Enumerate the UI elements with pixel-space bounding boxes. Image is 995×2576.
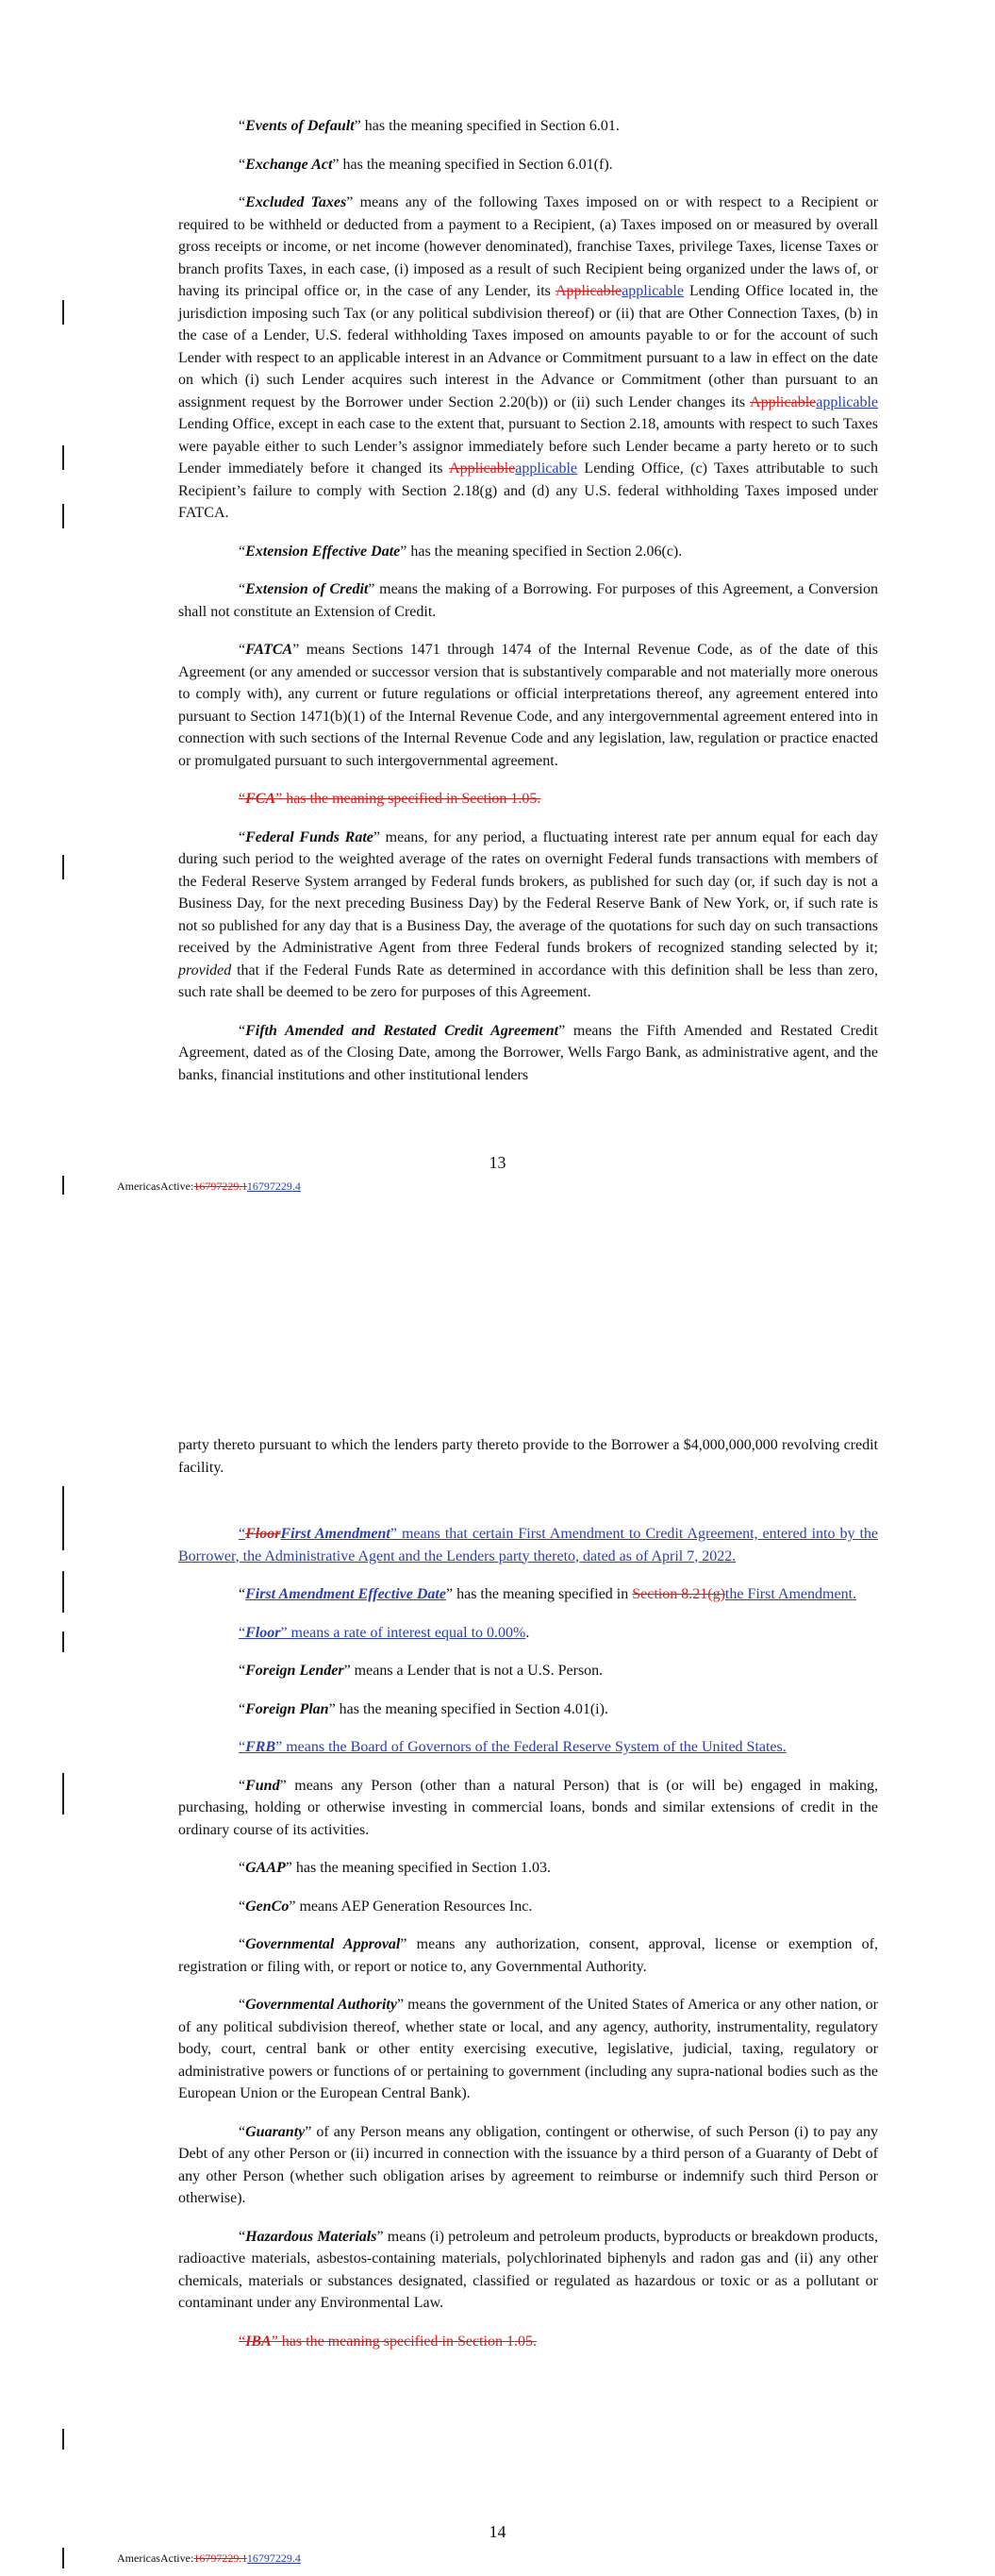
page-14-body	[178, 1434, 878, 2368]
definition-paragraph: “Extension of Credit” means the making of a Borrowing. For purposes of this Agreement, a Conversion shall not constitute an Extension of Credit.	[178, 581, 878, 620]
deleted-text: Applicable	[556, 283, 622, 299]
change-bar	[62, 504, 64, 528]
inserted-definition-paragraph: “Floor” means a rate of interest equal to 0.00%.	[239, 1624, 530, 1641]
definition-paragraph: “Fund” means any Person (other than a natural Person) that is (or will be) engaged in making, purchasing, holding or otherwise investing in commercial loans, bonds and similar extensions of credit in the ordinary course of its activities.	[178, 1777, 878, 1838]
change-bar	[62, 1486, 64, 1550]
footer-doc-id: AmericasActive:16797229.116797229.4	[117, 1179, 301, 1193]
page-13-body	[178, 115, 878, 1102]
definition-paragraph: “GenCo” means AEP Generation Resources Inc.	[239, 1898, 533, 1915]
definition-paragraph: “Governmental Approval” means any authorization, consent, approval, license or exemption of, registration or filing with, or report or notice to, any Governmental Authority.	[178, 1936, 878, 1975]
deleted-text: Applicable	[449, 460, 516, 477]
change-bar	[62, 1176, 64, 1195]
page-number: 13	[489, 1153, 506, 1172]
change-bar	[62, 2429, 64, 2450]
definition-paragraph: “Exchange Act” has the meaning specified in Section 6.01(f).	[239, 156, 613, 173]
inserted-definition-paragraph: “FRB” means the Board of Governors of the Federal Reserve System of the United States.	[239, 1739, 787, 1755]
deleted-definition-paragraph: “IBA” has the meaning specified in Section 1.05.	[239, 2333, 537, 2350]
inserted-text: applicable	[515, 460, 578, 477]
definition-paragraph: “Guaranty” of any Person means any obligation, contingent or otherwise, of such Person (i) to pay any Debt of any other Person or (ii) incurred in connection with the issuance by a third person of a Guaranty of Debt of any other Person (whether such obligation arises by agreement to reimburse or indemnify such third Person or otherwise).	[178, 2123, 878, 2206]
deleted-text: Applicable	[750, 393, 817, 410]
definition-paragraph: “Fifth Amended and Restated Credit Agreement” means the Fifth Amended and Restated Credit Agreement, dated as of the Closing Date, among the Borrower, Wells Fargo Bank, as administrative agent, and the banks, financial institutions and other institutional lenders	[178, 1022, 879, 1083]
definition-paragraph: “FATCA” means Sections 1471 through 1474 of the Internal Revenue Code, as of the date of this Agreement (or any amended or successor version that is substantively comparable and not materially more onerous to comply with), any current or future regulations or official interpretations thereof, any agreement entered into pursuant to Section 1471(b)(1) of the Internal Revenue Code, and any intergovernmental agreement entered into in connection with such sections of the Internal Revenue Code and any legislation, law, regulation or practice enacted or promulgated pursuant to such intergovernmental agreement.	[178, 642, 878, 769]
definition-paragraph: “Events of Default” has the meaning specified in Section 6.01.	[239, 118, 620, 134]
change-bar	[62, 1631, 64, 1652]
continuation-paragraph: party thereto pursuant to which the lenders party thereto provide to the Borrower a $4,000,000,000 revolving credit facility.	[178, 1437, 878, 1476]
definition-paragraph: “GAAP” has the meaning specified in Section 1.03.	[239, 1860, 552, 1876]
page-number: 14	[489, 2522, 506, 2541]
change-bar	[62, 300, 64, 325]
definition-paragraph: “Federal Funds Rate” means, for any period, a fluctuating interest rate per annum equal for each day during such period to the weighted average of the rates on overnight Federal funds transactions with members of the Federal Reserve System arranged by Federal funds brokers, as published for such day (or, if such day is not a Business Day, for the next preceding Business Day) by the Federal Reserve Bank of New York, or, if such rate is not so published for any day that is a Business Day, the average of the quotations for such day on such transactions received by the Administrative Agent from three Federal funds brokers of recognized standing selected by it; provided that if the Federal Funds Rate as determined in accordance with this definition shall be less than zero, such rate shall be deemed to be zero for purposes of this Agreement.	[178, 828, 878, 1000]
deleted-definition-paragraph: “FCA” has the meaning specified in Section 1.05.	[239, 791, 541, 807]
change-bar	[62, 2548, 64, 2568]
change-bar	[62, 445, 64, 470]
change-bar	[62, 1571, 64, 1613]
change-bar	[62, 1773, 64, 1815]
inserted-text: applicable	[816, 393, 878, 410]
definition-paragraph: “Governmental Authority” means the government of the United States of America or any other nation, or of any political subdivision thereof, whether state or local, and any agency, authority, instrumentality, regulatory body, court, central bank or other entity exercising executive, legislative, judicial, taxing, regulatory or administrative powers or functions of or pertaining to government (including any supra-national bodies such as the European Union or the European Central Bank).	[178, 1997, 879, 2101]
inserted-text: applicable	[622, 283, 684, 299]
definition-paragraph: “Foreign Plan” has the meaning specified in Section 4.01(i).	[239, 1700, 608, 1717]
definition-paragraph: “Hazardous Materials” means (i) petroleum and petroleum products, byproducts or breakdown products, radioactive materials, asbestos-containing materials, polychlorinated biphenyls and radon gas and (ii) any other chemicals, materials or substances designated, classified or regulated as hazardous or toxic or as a pollutant or contaminant under any Environmental Law.	[178, 2228, 879, 2311]
footer-doc-id: AmericasActive:16797229.116797229.4	[117, 2551, 301, 2565]
change-bar	[62, 855, 64, 879]
definition-paragraph: “Extension Effective Date” has the meaning specified in Section 2.06(c).	[239, 543, 683, 560]
definition-paragraph: “Excluded Taxes” means any of the following Taxes imposed on or with respect to a Recipient or required to be withheld or deducted from a payment to a Recipient, (a) Taxes imposed on or measured by overall gross receipts or income, or net income (however denominated), franchise Taxes, privilege Taxes, license Taxes or branch profits Taxes, in each case, (i) imposed as a result of such Recipient being organized under the laws of, or having its principal office or, in the case of any Lender, its Applicableapplicable Lending Office located in, the jurisdiction imposing such Tax (or any political subdivision thereof) or (ii) that are Other Connection Taxes, (b) in the case of a Lender, U.S. federal withholding Taxes imposed on amounts payable to or for the account of such Lender with respect to an applicable interest in an Advance or Commitment pursuant to a law in effect on the date on which (i) such Lender acquires such interest in the Advance or Commitment (other than pursuant to an assignment request by the Borrower under Section 2.20(b)) or (ii) such Lender changes its Applicableapplicable Lending Office, except in each case to the extent that, pursuant to Section 2.18, amounts with respect to such Taxes were payable either to such Lender’s assignor immediately before such Lender became a party hereto or to such Lender immediately before it changed its Applicableapplicable Lending Office, (c) Taxes attributable to such Recipient’s failure to comply with Section 2.18(g) and (d) any U.S. federal withholding Taxes imposed under FATCA.	[178, 194, 878, 521]
inserted-definition-paragraph: “FloorFirst Amendment” means that certain First Amendment to Credit Agreement, entered into by the Borrower, the Administrative Agent and the Lenders party thereto, dated as of April 7, 2022.	[178, 1526, 878, 1564]
definition-paragraph: “First Amendment Effective Date” has the meaning specified in Section 8.21(g)the First Amendment.	[239, 1586, 857, 1602]
definition-paragraph: “Foreign Lender” means a Lender that is not a U.S. Person.	[239, 1663, 604, 1679]
page-14	[0, 1288, 995, 2576]
